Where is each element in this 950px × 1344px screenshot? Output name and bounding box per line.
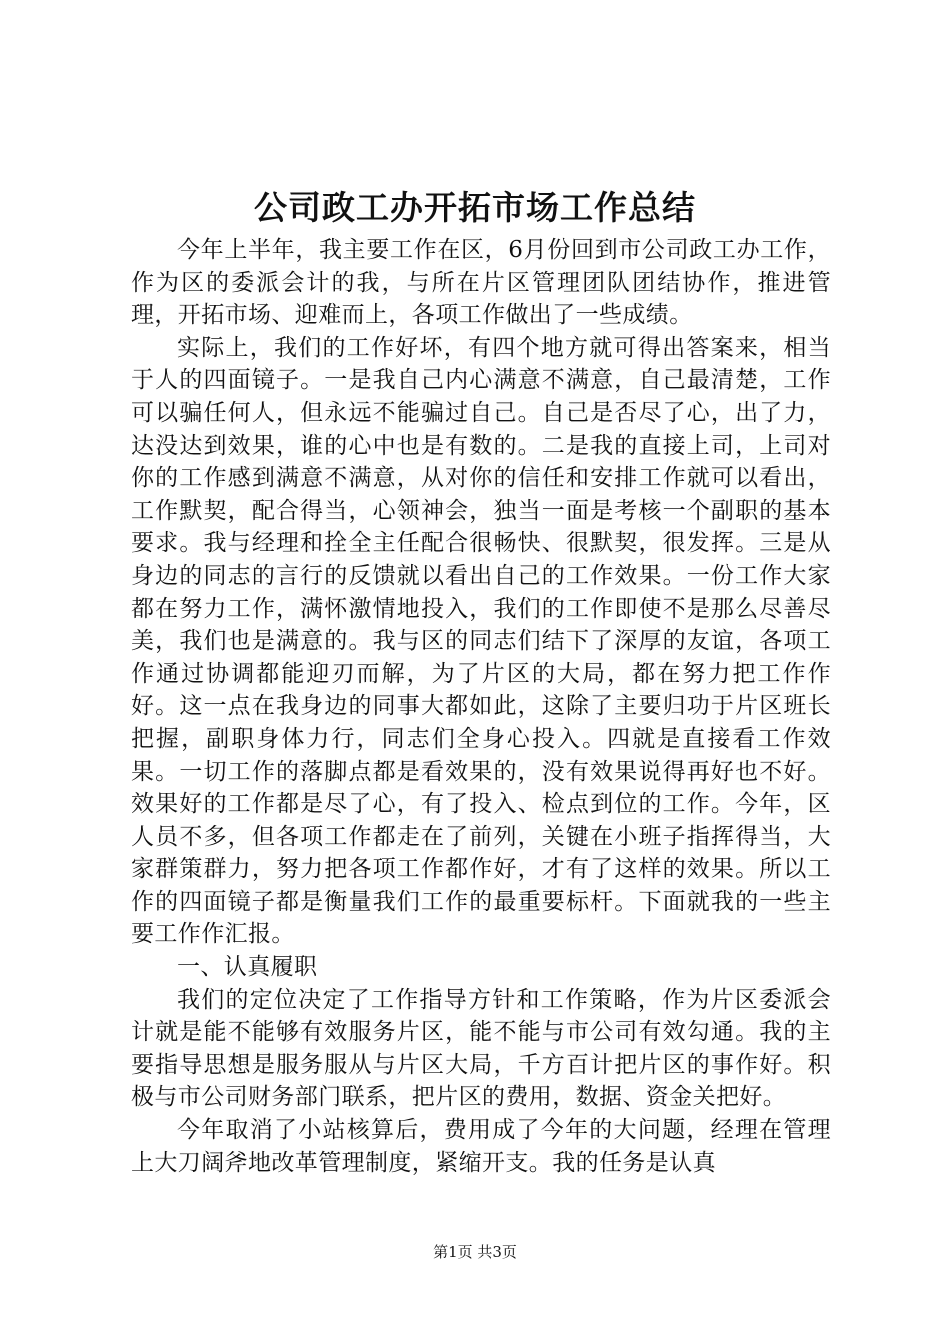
section-heading-duty: 一、认真履职: [177, 954, 318, 981]
document-title: 公司政工办开拓市场工作总结: [254, 188, 696, 227]
paragraph-intro: 今年上半年，我主要工作在区，6月份回到市公司政工办工作，作为区的委派会计的我，与所在片区管理团队团结协作，推进管理，开拓市场、迎难而上，各项工作做出了一些成绩。: [131, 237, 831, 329]
paragraph-cost-control: 今年取消了小站核算后，费用成了今年的大问题，经理在管理上大刀阔斧地改革管理制度，紧缩开支。我的任务是认真: [131, 1117, 831, 1176]
page-footer: 第1页 共3页: [433, 1243, 517, 1261]
paragraph-four-mirrors: 实际上，我们的工作好坏，有四个地方就可得出答案来，相当于人的四面镜子。一是我自己内心满意不满意，自己最清楚，工作可以骗任何人，但永远不能骗过自己。自己是否尽了心，出了力，达没达到效果，谁的心中也是有数的。二是我的直接上司，上司对你的工作感到满意不满意，从对你的信任和安排工作就可以看出，工作默契，配合得当，心领神会，独当一面是考核一个副职的基本要求。我与经理和拴全主任配合很畅快、很默契，很发挥。三是从身边的同志的言行的反馈就以看出自己的工作效果。一份工作大家都在努力工作，满怀激情地投入，我们的工作即使不是那么尽善尽美，我们也是满意的。我与区的同志们结下了深厚的友谊，各项工作通过协调都能迎刃而解，为了片区的大局，都在努力把工作作好。这一点在我身边的同事大都如此，这除了主要归功于片区班长把握，副职身体力行，同志们全身心投入。四就是直接看工作效果。一切工作的落脚点都是看效果的，没有效果说得再好也不好。效果好的工作都是尽了心，有了投入、检点到位的工作。今年，区人员不多，但各项工作都走在了前列，关键在小班子指挥得当，大家群策群力，努力把各项工作都作好，才有了这样的效果。所以工作的四面镜子都是衡量我们工作的最重要标杆。下面就我的一些主要工作作汇报。: [131, 334, 831, 948]
paragraph-positioning: 我们的定位决定了工作指导方针和工作策略，作为片区委派会计就是能不能够有效服务片区，能不能与市公司有效勾通。我的主要指导思想是服务服从与片区大局，千方百计把片区的事作好。积极与市公司财务部门联系，把片区的费用，数据、资金关把好。: [131, 986, 831, 1111]
document-body: [131, 234, 831, 1179]
